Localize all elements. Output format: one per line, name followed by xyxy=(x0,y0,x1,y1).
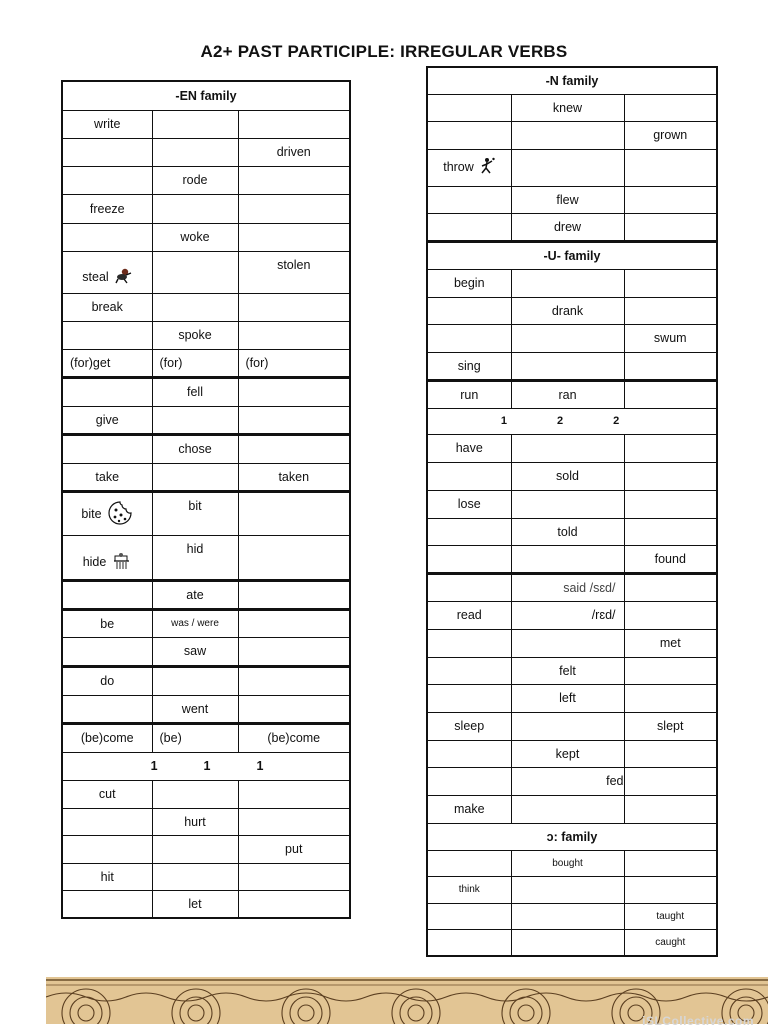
past-simple-cell xyxy=(511,712,624,740)
base-form-cell xyxy=(62,637,152,666)
base-form-cell xyxy=(427,324,511,352)
past-simple-cell: fell xyxy=(152,377,238,406)
past-simple-cell xyxy=(511,149,624,186)
watermark: iSLCollective.com xyxy=(642,1014,754,1028)
base-form-cell: have xyxy=(427,434,511,462)
past-simple-cell: chose xyxy=(152,434,238,463)
past-simple-cell: bit xyxy=(152,491,238,535)
number-label: 2 xyxy=(556,415,564,427)
table-row xyxy=(427,121,717,149)
past-simple-cell xyxy=(511,434,624,462)
past-simple-cell: went xyxy=(152,695,238,723)
table-row xyxy=(427,518,717,545)
past-participle-cell xyxy=(238,321,350,349)
past-simple-cell xyxy=(152,780,238,808)
past-participle-cell: (for) xyxy=(238,349,350,377)
bitten-cookie-icon xyxy=(107,500,133,529)
number-row xyxy=(62,752,350,780)
base-form-text: hide xyxy=(82,554,107,569)
table-row xyxy=(62,580,350,609)
number-row xyxy=(427,408,717,434)
past-simple-cell xyxy=(511,269,624,297)
table-row xyxy=(62,535,350,580)
past-simple-cell: drew xyxy=(511,213,624,241)
table-row xyxy=(62,780,350,808)
table-row xyxy=(427,149,717,186)
table-row xyxy=(427,629,717,657)
table-row xyxy=(62,223,350,251)
table-row xyxy=(427,876,717,903)
table-row xyxy=(62,377,350,406)
base-form-cell xyxy=(427,213,511,241)
table-row xyxy=(62,194,350,223)
base-form-cell xyxy=(62,491,152,535)
table-row xyxy=(427,929,717,956)
base-form-cell: (be)come xyxy=(62,723,152,752)
past-simple-cell: hurt xyxy=(152,808,238,835)
past-participle-cell xyxy=(238,863,350,890)
table-row xyxy=(427,903,717,929)
past-simple-cell: /rɛd/ xyxy=(511,601,624,629)
number-label: 1 xyxy=(150,759,158,773)
number-label: 1 xyxy=(256,759,264,773)
base-form-cell xyxy=(62,808,152,835)
en-family-heading: -EN family xyxy=(62,81,350,110)
past-participle-cell xyxy=(624,876,717,903)
past-simple-cell: hid xyxy=(152,535,238,580)
n-u-o-family-table xyxy=(426,66,718,957)
table-row xyxy=(62,752,350,780)
base-form-cell xyxy=(427,121,511,149)
past-simple-cell xyxy=(152,194,238,223)
table-row xyxy=(427,850,717,876)
running-thief-icon xyxy=(114,268,132,287)
base-form-cell xyxy=(427,767,511,795)
base-form-cell xyxy=(62,434,152,463)
table-row xyxy=(62,808,350,835)
past-simple-cell: said /sɛd/ xyxy=(511,573,624,601)
base-form-cell xyxy=(62,580,152,609)
past-participle-cell: stolen xyxy=(238,251,350,293)
table-row xyxy=(427,795,717,823)
base-form-cell xyxy=(62,695,152,723)
past-participle-cell: taken xyxy=(238,463,350,491)
base-form-cell: sing xyxy=(427,352,511,380)
table-row xyxy=(427,740,717,767)
past-simple-cell xyxy=(511,903,624,929)
past-simple-cell xyxy=(511,545,624,573)
past-participle-cell xyxy=(624,740,717,767)
past-participle-cell xyxy=(624,149,717,186)
table-row xyxy=(427,601,717,629)
base-form-text: throw xyxy=(443,159,474,174)
past-simple-cell: told xyxy=(511,518,624,545)
past-simple-cell: flew xyxy=(511,186,624,213)
past-participle-cell xyxy=(238,808,350,835)
table-row xyxy=(62,434,350,463)
past-simple-cell: bought xyxy=(511,850,624,876)
base-form-cell xyxy=(427,629,511,657)
past-simple-cell xyxy=(152,293,238,321)
past-simple-cell: saw xyxy=(152,637,238,666)
past-participle-cell xyxy=(238,695,350,723)
past-simple-cell: ran xyxy=(511,380,624,408)
past-participle-cell xyxy=(624,490,717,518)
hiding-person-icon xyxy=(112,552,132,573)
past-simple-cell: (be) xyxy=(152,723,238,752)
past-participle-cell xyxy=(238,406,350,434)
base-form-cell: (for)get xyxy=(62,349,152,377)
table-row xyxy=(62,251,350,293)
past-participle-cell: grown xyxy=(624,121,717,149)
past-participle-cell xyxy=(238,293,350,321)
base-form-cell xyxy=(62,223,152,251)
base-form-cell: sleep xyxy=(427,712,511,740)
past-simple-cell: drank xyxy=(511,297,624,324)
base-form-cell xyxy=(427,462,511,490)
base-form-cell xyxy=(427,929,511,956)
table-row xyxy=(427,462,717,490)
past-participle-cell xyxy=(624,850,717,876)
base-form-cell xyxy=(427,657,511,684)
past-participle-cell xyxy=(238,637,350,666)
table-row xyxy=(427,545,717,573)
table-row xyxy=(62,138,350,166)
past-participle-cell xyxy=(624,518,717,545)
table-row xyxy=(427,324,717,352)
past-participle-cell xyxy=(624,297,717,324)
page-title: A2+ PAST PARTICIPLE: IRREGULAR VERBS xyxy=(200,42,568,61)
table-row xyxy=(62,321,350,349)
base-form-cell xyxy=(427,573,511,601)
past-participle-cell xyxy=(624,380,717,408)
base-form-cell xyxy=(427,903,511,929)
base-form-cell xyxy=(427,684,511,712)
past-simple-cell xyxy=(152,666,238,695)
base-form-cell: run xyxy=(427,380,511,408)
en-family-table xyxy=(61,80,351,919)
table-row xyxy=(62,835,350,863)
past-participle-cell: caught xyxy=(624,929,717,956)
table-row xyxy=(427,434,717,462)
table-row xyxy=(427,213,717,241)
past-participle-cell: met xyxy=(624,629,717,657)
past-simple-cell xyxy=(152,463,238,491)
table-row xyxy=(62,637,350,666)
past-simple-cell xyxy=(511,121,624,149)
n-family-heading: -N family xyxy=(427,67,717,94)
table-row xyxy=(427,408,717,434)
past-participle-cell xyxy=(238,194,350,223)
table-row xyxy=(427,712,717,740)
table-row xyxy=(427,94,717,121)
past-participle-cell xyxy=(238,580,350,609)
past-simple-cell xyxy=(152,110,238,138)
table-row xyxy=(62,166,350,194)
past-participle-cell xyxy=(624,795,717,823)
past-simple-cell: let xyxy=(152,890,238,918)
past-simple-cell xyxy=(511,795,624,823)
base-form-cell xyxy=(427,94,511,121)
past-participle-cell: taught xyxy=(624,903,717,929)
table-row xyxy=(427,186,717,213)
table-row xyxy=(62,463,350,491)
past-participle-cell xyxy=(238,491,350,535)
past-participle-cell: found xyxy=(624,545,717,573)
base-form-cell: break xyxy=(62,293,152,321)
base-form-cell xyxy=(427,545,511,573)
past-participle-cell xyxy=(624,573,717,601)
past-simple-cell xyxy=(152,835,238,863)
base-form-cell: write xyxy=(62,110,152,138)
u-family-heading: -U- family xyxy=(427,241,717,269)
past-participle-cell xyxy=(238,609,350,637)
past-simple-cell xyxy=(152,251,238,293)
base-form-cell xyxy=(62,251,152,293)
throwing-person-icon xyxy=(479,157,495,178)
number-label: 1 xyxy=(500,415,507,427)
past-participle-cell: driven xyxy=(238,138,350,166)
table-row xyxy=(427,573,717,601)
base-form-cell: make xyxy=(427,795,511,823)
past-simple-cell: ate xyxy=(152,580,238,609)
table-row xyxy=(62,863,350,890)
base-form-cell: read xyxy=(427,601,511,629)
past-participle-cell: swum xyxy=(624,324,717,352)
past-participle-cell: put xyxy=(238,835,350,863)
table-row xyxy=(427,297,717,324)
table-row xyxy=(427,352,717,380)
base-form-cell xyxy=(62,890,152,918)
base-form-cell: lose xyxy=(427,490,511,518)
past-simple-cell xyxy=(511,352,624,380)
table-row xyxy=(427,380,717,408)
number-label: 2 xyxy=(613,415,620,427)
base-form-cell: think xyxy=(427,876,511,903)
o-family-heading: ɔ: family xyxy=(427,823,717,850)
past-participle-cell xyxy=(238,223,350,251)
table-row xyxy=(62,666,350,695)
past-simple-cell xyxy=(152,863,238,890)
base-form-cell: hit xyxy=(62,863,152,890)
base-form-cell xyxy=(427,186,511,213)
base-form-cell xyxy=(62,377,152,406)
table-row xyxy=(62,723,350,752)
base-form-text: bite xyxy=(81,506,102,521)
past-simple-cell: woke xyxy=(152,223,238,251)
past-participle-cell xyxy=(624,352,717,380)
past-simple-cell xyxy=(511,490,624,518)
past-simple-cell xyxy=(511,324,624,352)
table-row xyxy=(62,349,350,377)
past-simple-cell: left xyxy=(511,684,624,712)
base-form-cell: give xyxy=(62,406,152,434)
table-row xyxy=(62,406,350,434)
past-participle-cell xyxy=(238,890,350,918)
base-form-cell xyxy=(62,321,152,349)
past-simple-cell: spoke xyxy=(152,321,238,349)
base-form-cell xyxy=(62,835,152,863)
past-simple-cell xyxy=(152,138,238,166)
past-participle-cell xyxy=(624,601,717,629)
table-row xyxy=(427,269,717,297)
base-form-cell xyxy=(62,535,152,580)
past-participle-cell xyxy=(624,684,717,712)
past-participle-cell xyxy=(624,94,717,121)
past-participle-cell xyxy=(238,166,350,194)
base-form-cell xyxy=(62,138,152,166)
table-row xyxy=(62,293,350,321)
table-row xyxy=(62,110,350,138)
table-row xyxy=(427,657,717,684)
table-row xyxy=(62,890,350,918)
table-row xyxy=(62,491,350,535)
past-simple-cell xyxy=(511,629,624,657)
table-row xyxy=(427,767,717,795)
base-form-cell xyxy=(427,850,511,876)
past-simple-cell xyxy=(511,876,624,903)
past-participle-cell xyxy=(624,657,717,684)
past-participle-cell xyxy=(624,434,717,462)
past-simple-cell: fed xyxy=(511,767,624,795)
table-row xyxy=(427,684,717,712)
base-form-cell xyxy=(427,740,511,767)
base-form-cell: begin xyxy=(427,269,511,297)
table-row xyxy=(62,695,350,723)
past-simple-cell: rode xyxy=(152,166,238,194)
past-participle-cell xyxy=(624,269,717,297)
past-participle-cell xyxy=(624,767,717,795)
base-form-cell: take xyxy=(62,463,152,491)
past-participle-cell xyxy=(238,666,350,695)
base-form-cell xyxy=(62,166,152,194)
base-form-cell: freeze xyxy=(62,194,152,223)
past-simple-cell: (for) xyxy=(152,349,238,377)
past-participle-cell xyxy=(624,213,717,241)
table-row xyxy=(62,609,350,637)
base-form-cell xyxy=(427,297,511,324)
past-simple-cell xyxy=(511,929,624,956)
base-form-cell: cut xyxy=(62,780,152,808)
past-simple-cell: was / were xyxy=(152,609,238,637)
past-simple-cell: kept xyxy=(511,740,624,767)
table-row xyxy=(427,490,717,518)
past-participle-cell xyxy=(238,780,350,808)
base-form-cell xyxy=(427,149,511,186)
past-participle-cell xyxy=(238,377,350,406)
past-participle-cell xyxy=(624,462,717,490)
number-label: 1 xyxy=(203,759,211,773)
past-participle-cell: (be)come xyxy=(238,723,350,752)
base-form-text: steal xyxy=(82,269,109,284)
past-simple-cell: knew xyxy=(511,94,624,121)
past-participle-cell xyxy=(238,434,350,463)
past-simple-cell xyxy=(152,406,238,434)
past-participle-cell xyxy=(624,186,717,213)
past-participle-cell: slept xyxy=(624,712,717,740)
past-participle-cell xyxy=(238,110,350,138)
past-simple-cell: sold xyxy=(511,462,624,490)
base-form-cell: do xyxy=(62,666,152,695)
base-form-cell xyxy=(427,518,511,545)
past-simple-cell: felt xyxy=(511,657,624,684)
past-participle-cell xyxy=(238,535,350,580)
base-form-cell: be xyxy=(62,609,152,637)
